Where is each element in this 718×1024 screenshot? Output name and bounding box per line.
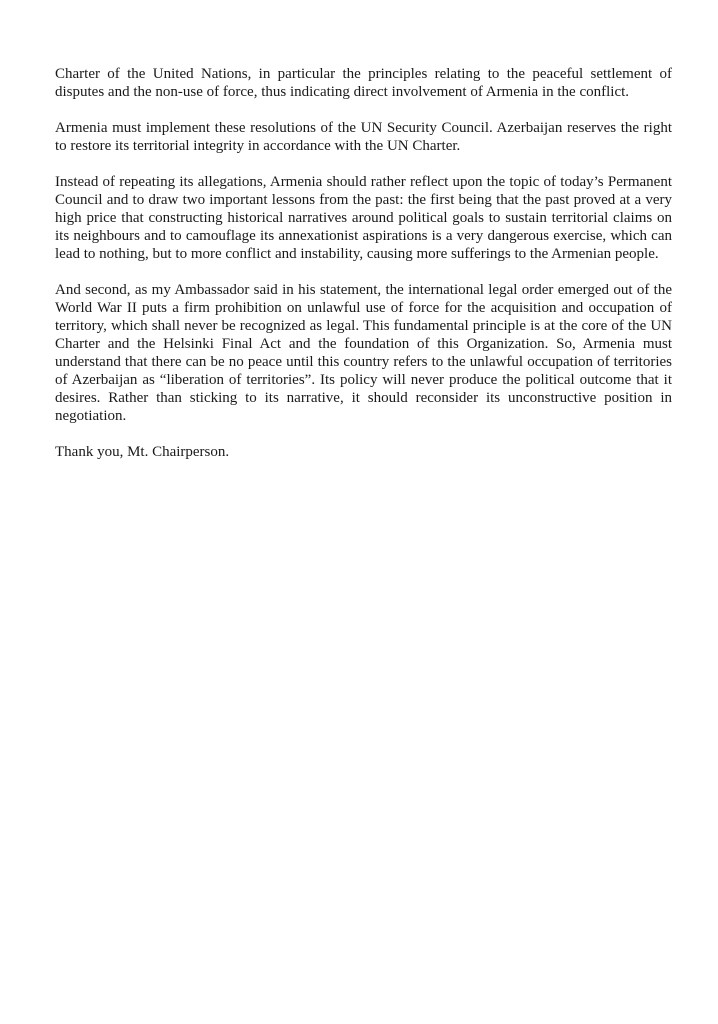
paragraph-lessons-past: Instead of repeating its allegations, Armenia should rather reflect upon the topic of today’s Permanent Council and to draw two important lessons from the past: the first being that the past proved at a very high price that constructing historical narratives around political goals to sustain territorial claims on its neighbours and to camouflage its annexationist aspirations is a very dangerous exercise, which can lead to nothing, but to more conflict and instability, causing more sufferings to the Armenian people. xyxy=(55,174,672,262)
paragraph-security-council: Armenia must implement these resolutions of the UN Security Council. Azerbaijan reserves the right to restore its territorial integrity in accordance with the UN Charter. xyxy=(55,120,672,154)
document-body xyxy=(55,65,672,479)
paragraph-un-charter: Charter of the United Nations, in particular the principles relating to the peaceful settlement of disputes and the non-use of force, thus indicating direct involvement of Armenia in the conflict. xyxy=(55,66,672,100)
paragraph-closing: Thank you, Mt. Chairperson. xyxy=(55,444,230,460)
paragraph-legal-order: And second, as my Ambassador said in his statement, the international legal order emerged out of the World War II puts a firm prohibition on unlawful use of force for the acquisition and occupation of territory, which shall never be recognized as legal. This fundamental principle is at the core of the UN Charter and the Helsinki Final Act and the foundation of this Organization. So, Armenia must understand that there can be no peace until this country refers to the unlawful occupation of territories of Azerbaijan as “liberation of territories”. Its policy will never produce the political outcome that it desires. Rather than sticking to its narrative, it should reconsider its unconstructive position in negotiation. xyxy=(55,282,672,424)
